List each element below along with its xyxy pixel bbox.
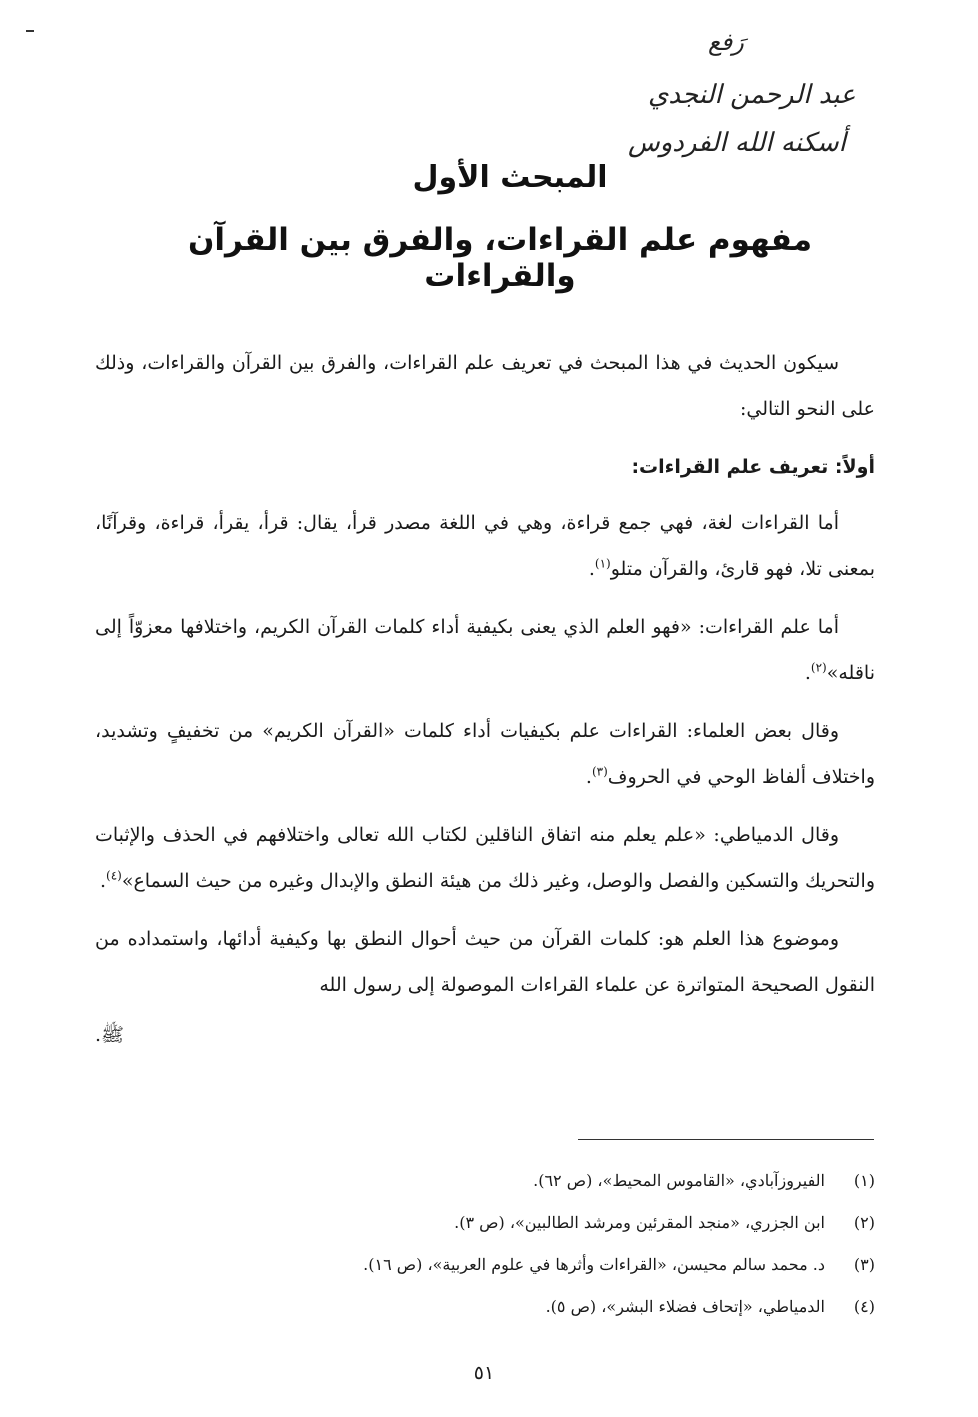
footnote-text: ابن الجزري، «منجد المقرئين ومرشد الطالبين»، (ص ٣). (454, 1213, 825, 1232)
footnote-item (120, 1286, 875, 1328)
paragraph-5 (95, 916, 875, 1008)
body-text (95, 340, 875, 1070)
scan-mark (26, 30, 34, 32)
honorific-symbol: ﷺ (101, 1024, 124, 1046)
paragraph-4: وقال الدمياطي: «علم يعلم منه اتفاق الناقلين لكتاب الله تعالى واختلافهم في الحذف والإثبات والتحريك والتسكين والفصل والوصل، وغير ذلك من هيئة النطق والإبدال وغيره من حيث السماع»$^{(٤)}$. (95, 824, 875, 892)
section-title: المبحث الأول (412, 160, 608, 195)
paragraph-3: وقال بعض العلماء: القراءات علم بكيفيات أداء كلمات «القرآن الكريم» من تخفيفٍ وتشديد، واختلاف ألفاظ الوحي في الحروف$^{(٣)}$. (95, 720, 875, 788)
footnote-item (120, 1244, 875, 1286)
stamp-line-3: أسكنه الله الفردوس (628, 128, 846, 158)
paragraph-3-text: وقال بعض العلماء: القراءات علم بكيفيات أداء كلمات «القرآن الكريم» من تخفيفٍ وتشديد، واختلاف ألفاظ الوحي في الحروف (95, 720, 875, 788)
paragraph-4-text: وقال الدمياطي: «علم يعلم منه اتفاق الناقلين لكتاب الله تعالى واختلافهم في الحذف والإثبات والتحريك والتسكين والفصل والوصل، وغير ذلك من هيئة النطق والإبدال وغيره من حيث السماع» (95, 824, 875, 892)
stamp-line-1: رَفع (708, 28, 744, 56)
footnote-divider (578, 1139, 874, 1140)
footnote-ref-3[interactable]: (٣) (591, 764, 608, 779)
footnote-text: الدمياطي، «إتحاف فضلاء البشر»، (ص ٥). (545, 1297, 825, 1316)
stamp-line-2: عبد الرحمن النجدي (648, 80, 856, 110)
paragraph-1-text: أما القراءات لغة، فهي جمع قراءة، وهي في اللغة مصدر قرأ، يقال: قرأ، يقرأ، قراءة، وقرآنًا، بمعنى تلا، فهو قارئ، والقرآن متلو (95, 512, 875, 580)
footnote-item (120, 1202, 875, 1244)
footnote-number: (١) (853, 1171, 875, 1190)
footnote-number: (٣) (853, 1255, 875, 1274)
footnote-ref-1[interactable]: (١) (594, 556, 611, 571)
paragraph-5-text: وموضوع هذا العلم هو: كلمات القرآن من حيث أحوال النطق بها وكيفية أدائها، واستمداده من النقول الصحيحة المتواترة عن علماء القراءات الموصولة إلى رسول الله (95, 928, 875, 996)
honorific-line: ﷺ. (95, 1024, 124, 1046)
paragraph-2-text: أما علم القراءات: «فهو العلم الذي يعنى بكيفية أداء كلمات القرآن الكريم، واختلافها معزوّاً إلى ناقله» (95, 616, 875, 684)
paragraph-2: أما علم القراءات: «فهو العلم الذي يعنى بكيفية أداء كلمات القرآن الكريم، واختلافها معزوّاً إلى ناقله»$^{(٢)}$. (95, 616, 875, 684)
footnote-ref-4[interactable]: (٤) (106, 868, 122, 883)
paragraph-intro (95, 340, 875, 432)
footnote-text: د. محمد سالم محيسن، «القراءات وأثرها في علوم العربية»، (ص ١٦). (363, 1255, 825, 1274)
main-title: مفهوم علم القراءات، والفرق بين القرآن والقراءات (187, 222, 813, 294)
paragraph-1: أما القراءات لغة، فهي جمع قراءة، وهي في اللغة مصدر قرأ، يقال: قرأ، يقرأ، قراءة، وقرآنًا، بمعنى تلا، فهو قارئ، والقرآن متلو$^{(١)}$. (95, 512, 875, 580)
footnote-item (120, 1160, 875, 1202)
owner-stamp (628, 28, 878, 178)
footnote-ref-2[interactable]: (٢) (810, 660, 827, 675)
subheading: أولاً: تعريف علم القراءات: (631, 456, 875, 478)
footnote-number: (٢) (853, 1213, 875, 1232)
footnotes (120, 1160, 875, 1328)
footnote-number: (٤) (853, 1297, 875, 1316)
page-number: ٥١ (473, 1362, 495, 1384)
paragraph-intro-text: سيكون الحديث في هذا المبحث في تعريف علم القراءات، والفرق بين القرآن والقراءات، وذلك على النحو التالي: (95, 352, 875, 420)
footnote-text: الفيروزآبادي، «القاموس المحيط»، (ص ٦٢). (533, 1171, 825, 1190)
